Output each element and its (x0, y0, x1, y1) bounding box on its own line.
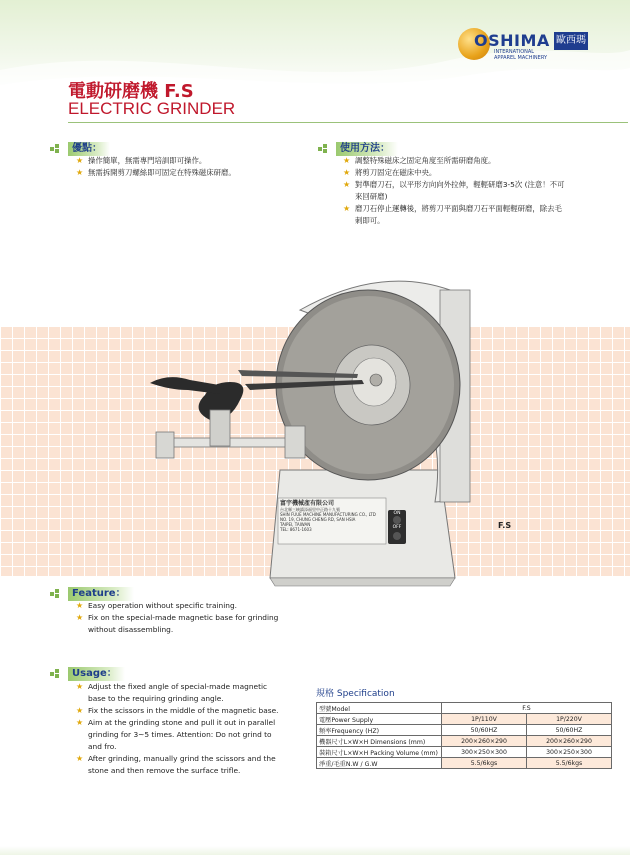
spec-value: 300×250×300 (527, 747, 612, 758)
logo-subtitle: INTERNATIONAL APPAREL MACHINERY (494, 49, 548, 61)
advantages-heading-label: 優點： (68, 142, 110, 156)
list-item: ★ 對準磨刀石，以平形方向向外拉伸，輕輕研磨3-5次 (注意！不可來回研磨) (343, 180, 565, 201)
spec-label: 型號Model (317, 703, 442, 714)
feature-heading-label: Feature： (68, 587, 134, 601)
page-title-chinese: 電動研磨機 F.S (68, 81, 194, 102)
specification-heading: 規格 Specification (316, 689, 395, 699)
list-item: ★ Easy operation without specific training. (76, 601, 237, 610)
section-bullet-icon (50, 669, 64, 679)
nameplate-line: 台北縣三峽鎮添福里中正路十九號 (280, 507, 340, 512)
nameplate-line: TEL: 8671-1603 (280, 527, 312, 532)
spec-value: 1P/110V (442, 714, 527, 725)
nameplate-line: TAIPEI, TAIWAN (280, 522, 311, 527)
spec-value: 200×260×290 (527, 736, 612, 747)
list-item: ★ 操作簡單，無需專門培訓即可操作。 (76, 156, 207, 165)
nameplate-line: NO. 19, CHUNG CHENG RD, SAN HSIA (280, 517, 356, 522)
star-icon: ★ (76, 601, 84, 610)
usage-cn-list (343, 155, 568, 227)
spec-value: 1P/220V (527, 714, 612, 725)
list-item: ★ After grinding, manually grind the scissors and the stone and then remove the surface trifle. (76, 754, 276, 775)
list-item: ★ 無需拆開剪刀螺絲即可固定在特殊磁床研磨。 (76, 168, 236, 177)
star-icon: ★ (76, 718, 84, 727)
star-icon: ★ (76, 754, 84, 763)
specification-table (316, 702, 612, 769)
title-divider (68, 122, 628, 123)
spec-value: 5.5/6kgs (527, 758, 612, 769)
table-row (317, 714, 612, 725)
logo-chinese-name: 歐西瑪 (554, 32, 588, 50)
spec-value: 50/60HZ (527, 725, 612, 736)
spec-label: 電壓Power Supply (317, 714, 442, 725)
star-icon: ★ (76, 168, 84, 177)
star-icon: ★ (76, 156, 84, 165)
star-icon: ★ (76, 682, 84, 691)
section-bullet-icon (50, 589, 64, 599)
power-switch (388, 511, 406, 530)
advantages-heading (50, 142, 250, 156)
spec-value: 50/60HZ (442, 725, 527, 736)
list-item: ★ Fix the scissors in the middle of the magnetic base. (76, 706, 279, 715)
table-row (317, 758, 612, 769)
brand-logo (458, 28, 588, 62)
star-icon: ★ (343, 168, 351, 177)
list-item: ★ Aim at the grinding stone and pull it out in parallel grinding for 3~5 times. Attention: Do not grind to and fro. (76, 718, 276, 751)
star-icon: ★ (76, 613, 84, 622)
nameplate-line: SHIN FUUE MACHINE MANUFACTURING CO., LTD (280, 512, 376, 517)
list-item: ★ 將剪刀固定在磁床中央。 (343, 168, 437, 177)
table-row (317, 747, 612, 758)
nameplate (280, 500, 388, 532)
section-bullet-icon (50, 144, 64, 154)
usage-cn-heading-label: 使用方法： (336, 142, 398, 156)
spec-value: 5.5/6kgs (442, 758, 527, 769)
section-bullet-icon (318, 144, 332, 154)
list-item: ★ 磨刀石停止運轉後，將剪刀平面與磨刀石平面輕輕研磨，除去毛刺即可。 (343, 204, 562, 225)
list-item: ★ Fix on the special-made magnetic base for grinding without disassembling. (76, 613, 279, 634)
spec-value: 200×260×290 (442, 736, 527, 747)
usage-cn-heading (318, 142, 518, 156)
star-icon: ★ (343, 156, 351, 165)
star-icon: ★ (343, 180, 351, 189)
table-row (317, 736, 612, 747)
feature-list (76, 600, 286, 636)
table-row (317, 703, 612, 714)
spec-value: F.S (442, 703, 612, 714)
spec-label: 頻率Frequency (HZ) (317, 725, 442, 736)
usage-en-list (76, 681, 286, 777)
advantages-list (76, 155, 296, 179)
list-item: ★ Adjust the fixed angle of special-made magnetic base to the requiring grinding angle. (76, 682, 268, 703)
star-icon: ★ (343, 204, 351, 213)
logo-name: OSHIMA (474, 31, 550, 50)
spec-value: 300×250×300 (442, 747, 527, 758)
spec-label: 機器尺寸L×W×H Dimensions (mm) (317, 736, 442, 747)
usage-en-heading (50, 667, 250, 681)
spec-label: 淨重/毛重N.W / G.W (317, 758, 442, 769)
star-icon: ★ (76, 706, 84, 715)
footer-band (0, 846, 630, 855)
switch-off-label: OFF (392, 525, 402, 530)
switch-on-label: ON (393, 511, 401, 516)
list-item: ★ 調整特殊磁床之固定角度至所需研磨角度。 (343, 156, 496, 165)
spec-label: 裝箱尺寸L×W×H Packing Volume (mm) (317, 747, 442, 758)
usage-en-heading-label: Usage： (68, 667, 125, 681)
nameplate-line: 富宇機械產有限公司 (280, 500, 335, 507)
product-model-tag: F.S (498, 521, 512, 530)
page-title-english: ELECTRIC GRINDER (68, 99, 236, 118)
table-row (317, 725, 612, 736)
electric-grinder-illustration (150, 270, 490, 590)
feature-heading (50, 587, 250, 601)
